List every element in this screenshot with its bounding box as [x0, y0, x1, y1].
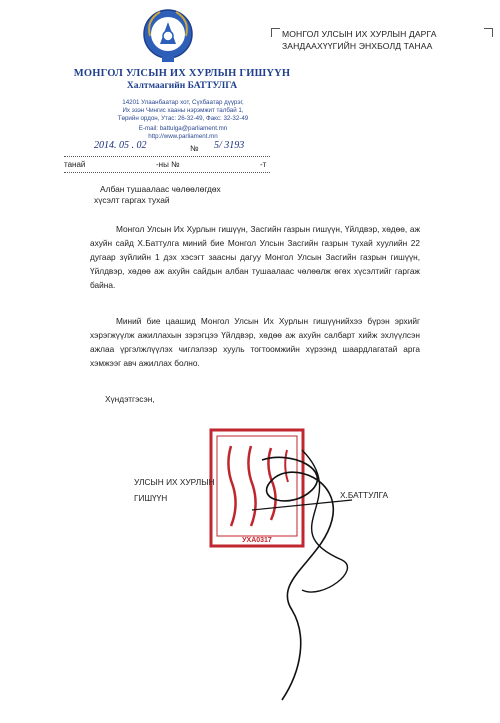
addressee-line: ЗАНДААХҮҮГИЙН ЭНХБОЛД ТАНАА — [282, 41, 433, 51]
address-line: Их эзэн Чингис хааны нэрэмжит талбай 1, — [122, 107, 244, 114]
to-number-label: -ны № — [156, 160, 180, 169]
address-line: Төрийн ордон, Утас: 26-32-49, Факс: 32-32-49 — [117, 115, 249, 122]
reference-line — [64, 158, 270, 173]
website-line: http://www.parliament.mn — [148, 133, 218, 140]
handwritten-signature — [232, 440, 382, 710]
date-number-line — [64, 142, 270, 157]
signatory-name: Х.БАТТУЛГА — [340, 490, 389, 500]
addressee-corner-left — [271, 28, 280, 37]
email-line: E-mail: battulga@parliament.mn — [138, 125, 228, 132]
address-line: 14201 Улаанбаатар хот, Сүхбаатар дүүрэг, — [122, 99, 244, 106]
subject-block — [94, 184, 300, 206]
signature-title — [134, 474, 215, 506]
state-emblem — [142, 6, 194, 66]
handwritten-number: 5/ 3193 — [214, 140, 245, 151]
stamp-code: УХА0317 — [242, 537, 272, 544]
signature-title-line: ГИШҮҮН — [134, 493, 168, 503]
number-label: № — [190, 144, 199, 153]
closing-text: Хүндэтгэсэн, — [105, 394, 155, 404]
body-paragraph: Миний бие цаашид Монгол Улсын Их Хурлын гишүүнийхээ бүрэн эрхийг хэрэгжүүлж ажиллахын зэрэгцээ Үйлдвэр, хөдөө аж ахуйн салбарт хийж эхлүүлсэн ажлаа үргэлжлүүлэх чиглэлээр хууль тогтоомжийн хүрээнд шаардлагатай арга хэмжээг авч ажиллах болно. — [90, 316, 420, 368]
subject-line: хүсэлт гаргах тухай — [94, 195, 170, 205]
addressee-block — [282, 28, 482, 52]
to-label: танай — [64, 160, 86, 169]
addressee-corner-right — [484, 28, 493, 37]
letterhead-org-name: МОНГОЛ УЛСЫН ИХ ХУРЛЫН ГИШҮҮН — [73, 68, 291, 79]
subject-line: Албан тушаалаас чөлөөлөгдөх — [100, 184, 221, 194]
signature-title-line: УЛСЫН ИХ ХУРЛЫН — [134, 477, 215, 487]
handwritten-date: 2014. 05 . 02 — [94, 140, 147, 151]
body-paragraph: Монгол Улсын Их Хурлын гишүүн, Засгийн газрын гишүүн, Үйлдвэр, хөдөө, аж ахуйн сайд Х.Баттулга миний бие Монгол Улсын Засгийн газрын тухай хуулийн 22 дугаар зүйлийн 1 дэх хэсэгт заасны дагуу Монгол Улсын Засгийн газрын гишүүн, Үйлдвэр, хөдөө аж ахуйн сайдын албан тушаалаас чөлөөлж өгөх хүсэлтийг гаргаж байна. — [90, 224, 420, 290]
addressee-line: МОНГОЛ УЛСЫН ИХ ХУРЛЫН ДАРГА — [282, 29, 437, 39]
end-mark: -т — [260, 160, 267, 169]
letterhead-person-name: Халтмаагийн БАТТУЛГА — [126, 81, 238, 91]
